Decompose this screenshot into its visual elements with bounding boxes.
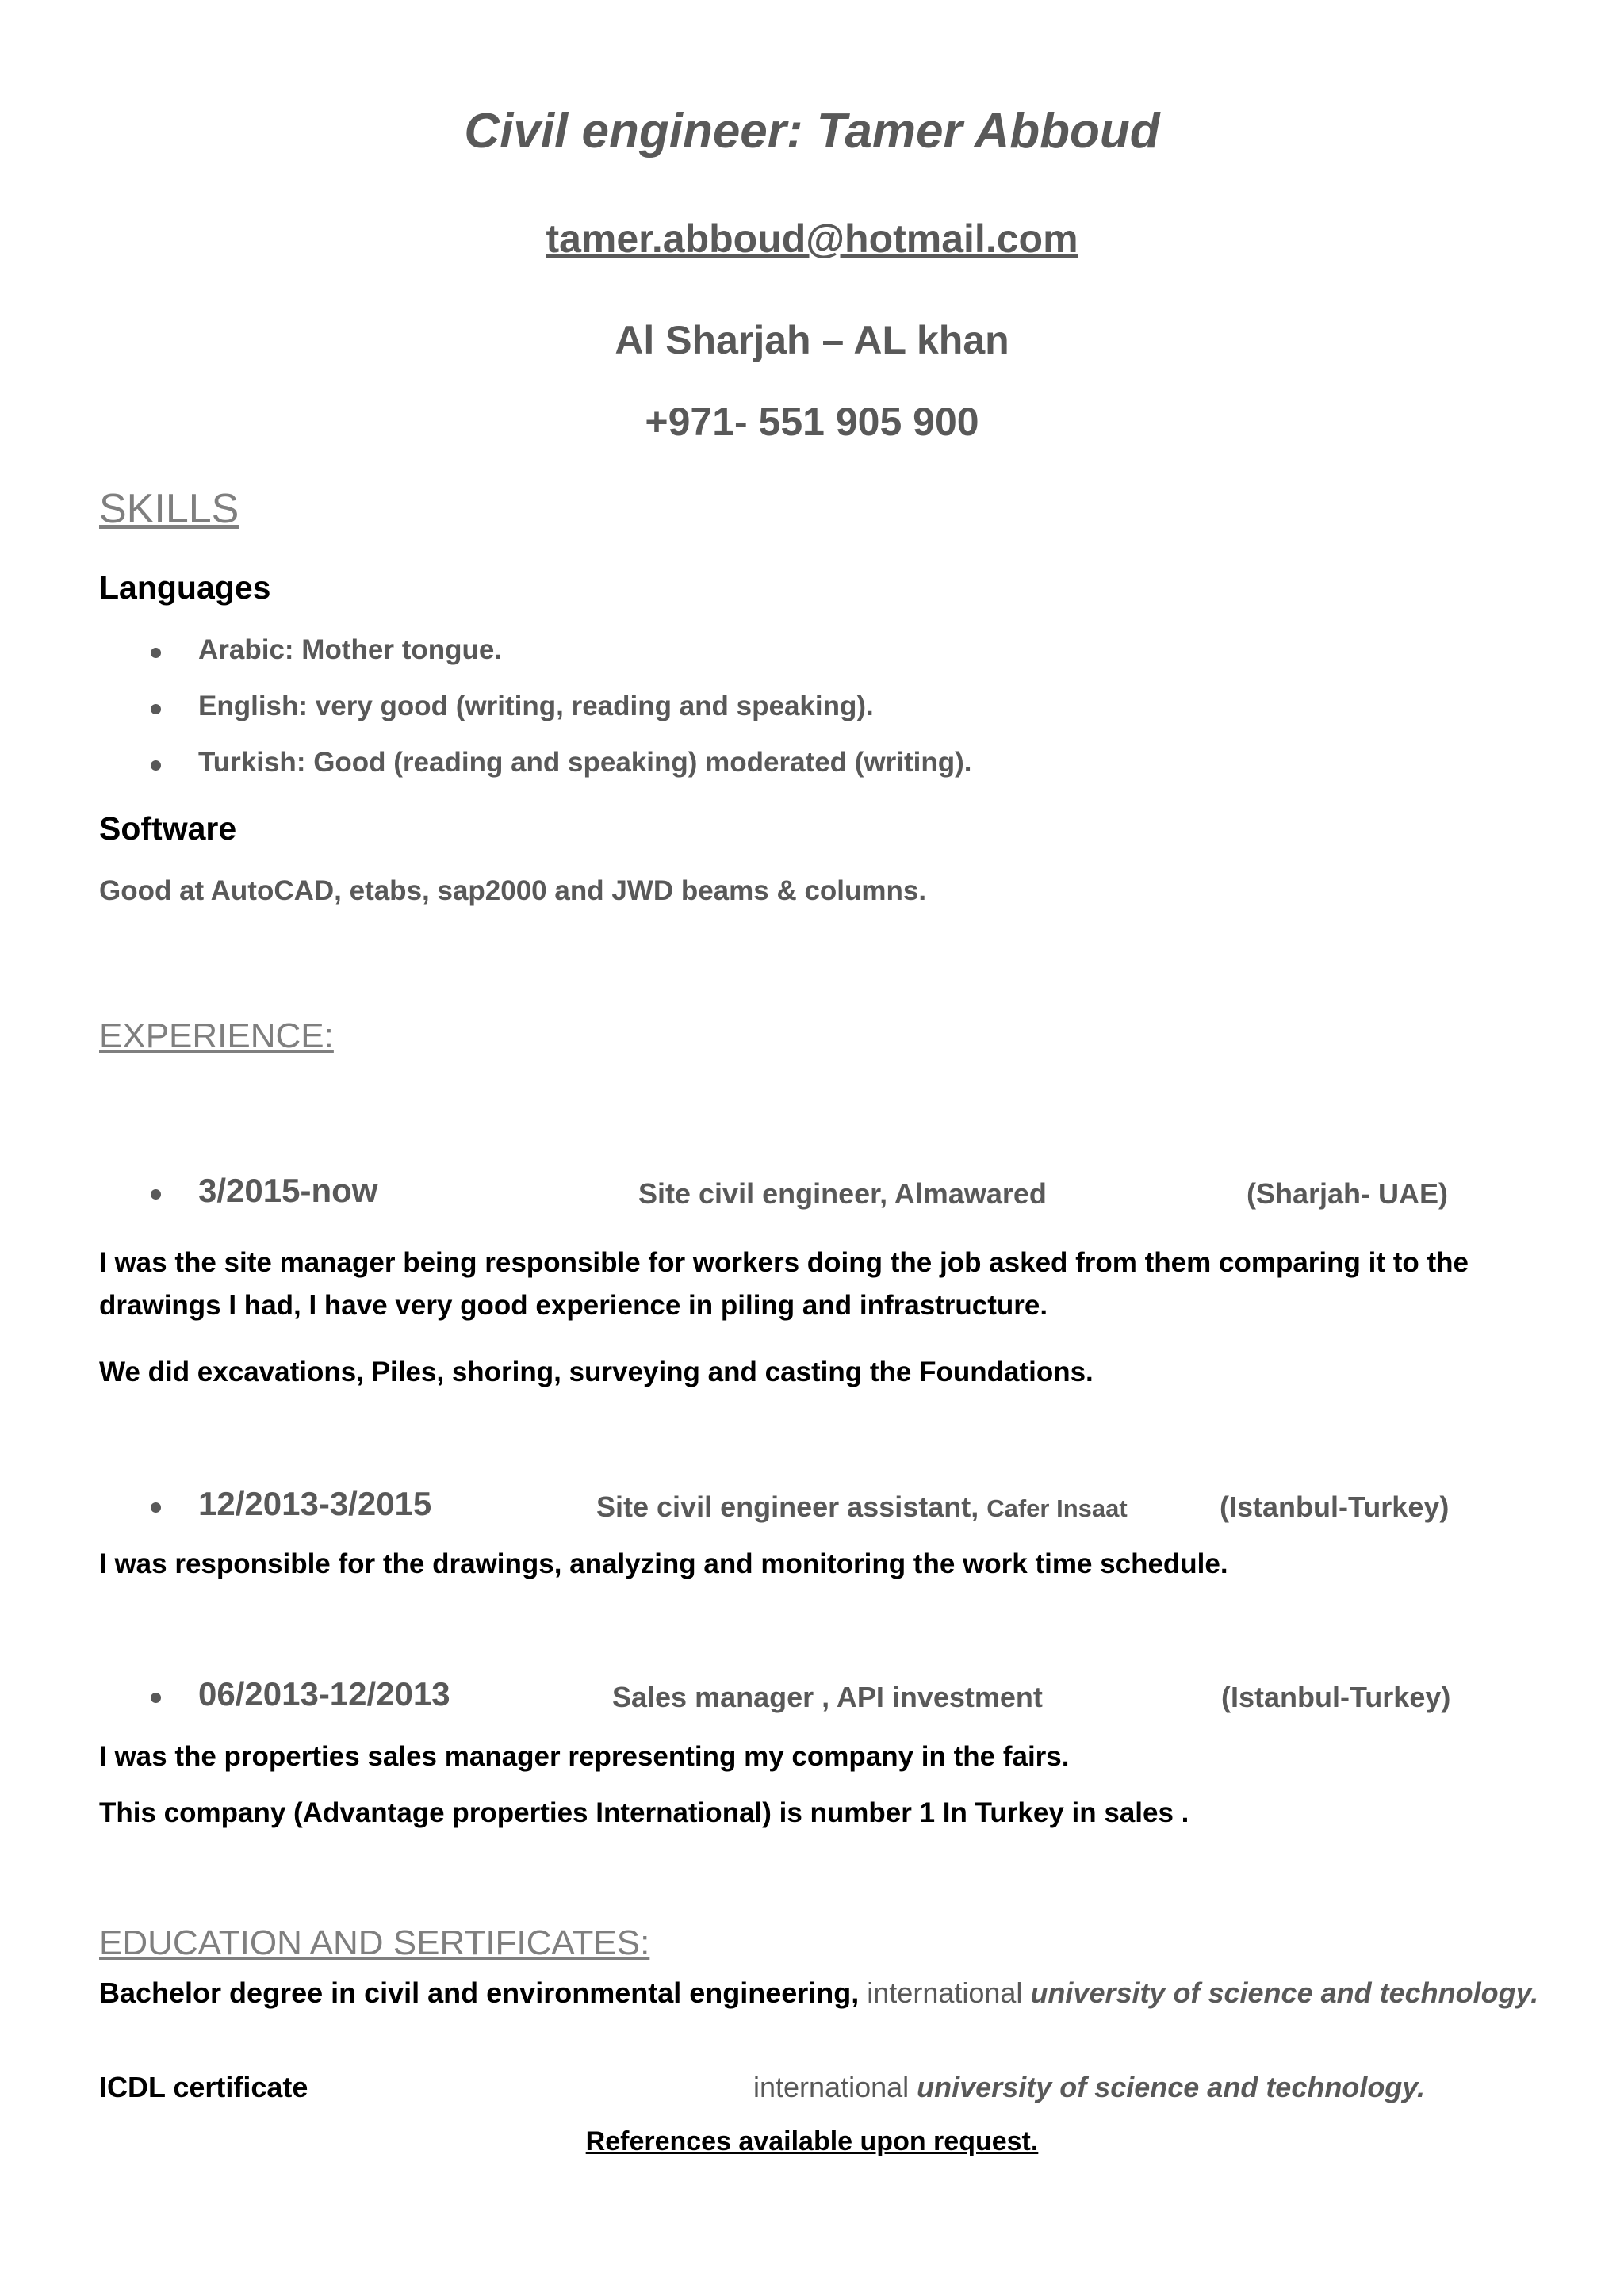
- phone-number: +971- 551 905 900: [645, 400, 979, 444]
- bullet-icon: [151, 1502, 161, 1513]
- job-date: 3/2015-now: [198, 1172, 378, 1209]
- job-date: 12/2013-3/2015: [198, 1485, 432, 1522]
- language-item: English: very good (writing, reading and speaking).: [198, 691, 874, 721]
- language-item: Turkish: Good (reading and speaking) moderated (writing).: [198, 747, 972, 778]
- job-role-title: Site civil engineer assistant,: [596, 1490, 979, 1523]
- bullet-icon: [151, 704, 161, 714]
- bullet-icon: [151, 760, 161, 771]
- bullet-icon: [151, 1693, 161, 1703]
- education-heading: EDUCATION AND SERTIFICATES:: [99, 1923, 650, 1962]
- job-description: I was the site manager being responsible for workers doing the job asked from them comparing it to the drawings I had, I have very good experience in piling and infrastructure.: [99, 1247, 1469, 1321]
- job-description: We did excavations, Piles, shoring, surveying and casting the Foundations.: [99, 1357, 1094, 1387]
- job-location: (Istanbul-Turkey): [1221, 1681, 1451, 1713]
- bullet-icon: [151, 648, 161, 658]
- language-item: Arabic: Mother tongue.: [198, 634, 503, 665]
- job-description: I was responsible for the drawings, analyzing and monitoring the work time schedule.: [99, 1548, 1228, 1579]
- institution-name: university of science and technology.: [917, 2071, 1425, 2103]
- education-item: [99, 1973, 1542, 2014]
- institution-name: university of science and technology.: [1030, 1976, 1539, 2009]
- education-item: [753, 2071, 1425, 2104]
- experience-heading: EXPERIENCE:: [99, 1016, 334, 1055]
- references-note: References available upon request.: [585, 2126, 1039, 2156]
- job-company: Cafer Insaat: [986, 1494, 1128, 1522]
- address: Al Sharjah – AL khan: [615, 318, 1009, 362]
- degree: Bachelor degree in civil and environmental engineering,: [99, 1976, 860, 2009]
- job-description: This company (Advantage properties International) is number 1 In Turkey in sales .: [99, 1797, 1189, 1828]
- email-link[interactable]: tamer.abboud@hotmail.com: [546, 216, 1078, 261]
- skills-heading: SKILLS: [99, 486, 239, 532]
- languages-heading: Languages: [99, 569, 271, 606]
- certificate: ICDL certificate: [99, 2071, 308, 2103]
- resume-title: Civil engineer: Tamer Abboud: [464, 104, 1160, 159]
- software-text: Good at AutoCAD, etabs, sap2000 and JWD beams & columns.: [99, 875, 927, 906]
- institution: international: [753, 2071, 910, 2103]
- job-location: (Istanbul-Turkey): [1220, 1490, 1450, 1523]
- job-role: Site civil engineer, Almawared: [638, 1177, 1047, 1210]
- job-date: 06/2013-12/2013: [198, 1675, 450, 1712]
- institution: international: [867, 1976, 1023, 2009]
- bullet-icon: [151, 1189, 161, 1200]
- software-heading: Software: [99, 810, 237, 847]
- job-role: Sales manager , API investment: [612, 1681, 1043, 1713]
- job-location: (Sharjah- UAE): [1247, 1177, 1449, 1210]
- job-description: I was the properties sales manager representing my company in the fairs.: [99, 1741, 1070, 1772]
- job-role: [596, 1490, 1128, 1524]
